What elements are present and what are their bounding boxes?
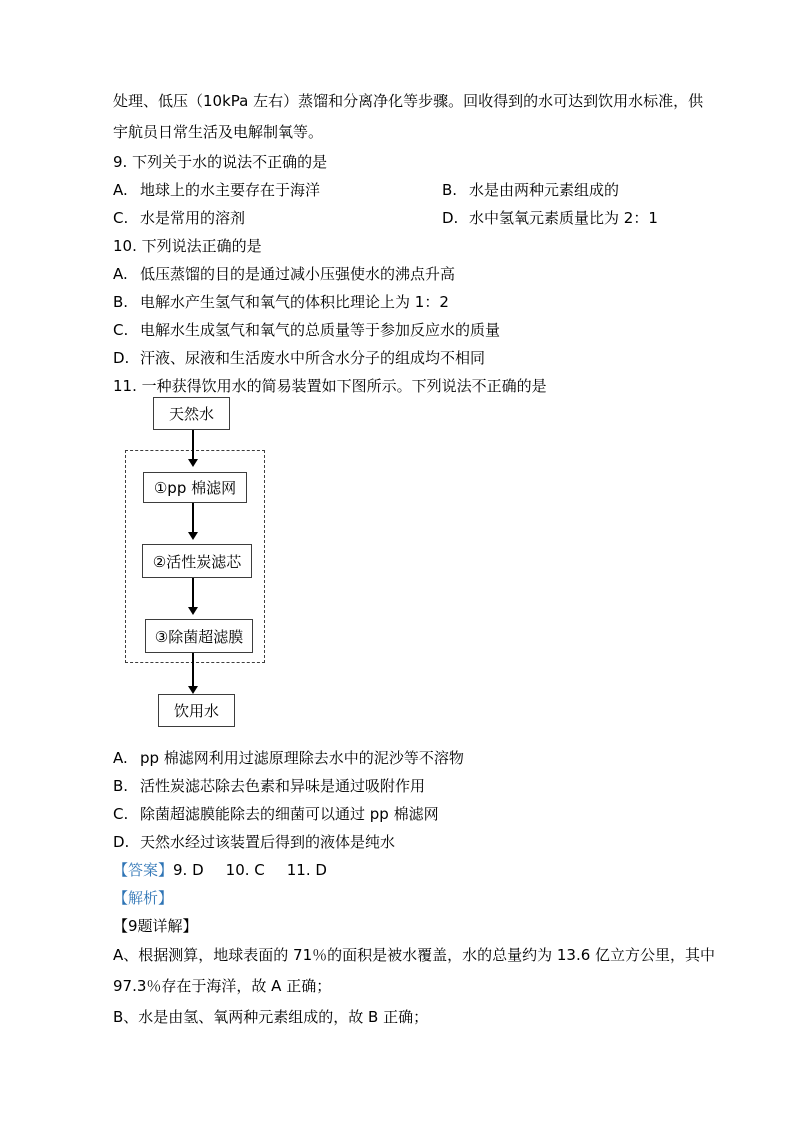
- q10-option-c: [113, 316, 681, 344]
- analysis-line-1: A、根据测算，地球表面的 71％的面积是被水覆盖，水的总量约为 13.6 亿立方公里，其中: [113, 946, 716, 964]
- q9-option-d-text: 水中氢氧元素质量比为 2：1: [469, 209, 658, 227]
- q9-option-c: [113, 204, 442, 232]
- q10-option-c-label: C.: [113, 321, 129, 339]
- analysis-line-2: 97.3％存在于海洋，故 A 正确；: [113, 977, 332, 995]
- q10-option-a: [113, 260, 681, 288]
- q10-option-b-text: 电解水产生氢气和氧气的体积比理论上为 1：2: [140, 293, 449, 311]
- q11-option-d-text: 天然水经过该装置后得到的液体是纯水: [140, 833, 396, 851]
- q9-options-row-1: [113, 176, 681, 204]
- down-arrow-icon: [192, 578, 194, 607]
- q10-option-a-label: A.: [113, 265, 128, 283]
- q9-stem: 9. 下列关于水的说法不正确的是: [113, 153, 328, 171]
- q9-options-row-2: [113, 204, 681, 232]
- q11-option-a-label: A.: [113, 749, 128, 767]
- q11-stem: 11. 一种获得饮用水的简易装置如下图所示。下列说法不正确的是: [113, 377, 547, 395]
- q10-option-b-label: B.: [113, 293, 129, 311]
- answers-label: 【答案】: [113, 861, 174, 879]
- q11-option-a: [113, 744, 681, 772]
- q9-option-d-label: D.: [442, 209, 459, 227]
- analysis-line-3: B、水是由氢、氧两种元素组成的，故 B 正确；: [113, 1008, 429, 1026]
- q10-option-a-text: 低压蒸馏的目的是通过减小压强使水的沸点升高: [140, 265, 456, 283]
- q11-option-c: [113, 800, 681, 828]
- diagram-box-sterilizing-ultrafilter: ③除菌超滤膜: [145, 619, 253, 653]
- down-arrow-icon: [192, 653, 194, 686]
- answer-q9: 9. D: [173, 861, 204, 879]
- diagram-box-drinking-water: 饮用水: [158, 694, 235, 727]
- q9-option-b: [442, 176, 681, 204]
- q11-water-filter-diagram: [113, 400, 681, 744]
- q9-option-c-label: C.: [113, 209, 129, 227]
- down-arrow-icon: [192, 503, 194, 532]
- q10-option-d-text: 汗液、尿液和生活废水中所含水分子的组成均不相同: [140, 349, 486, 367]
- document-content: [113, 86, 716, 1033]
- answer-q11: 11. D: [286, 861, 327, 879]
- q11-option-a-text: pp 棉滤网利用过滤原理除去水中的泥沙等不溶物: [140, 749, 464, 767]
- q9-option-b-text: 水是由两种元素组成的: [469, 181, 620, 199]
- q9-option-a-label: A.: [113, 181, 128, 199]
- analysis-q9-title: 【9题详解】: [113, 917, 198, 935]
- q11-option-c-label: C.: [113, 805, 129, 823]
- diagram-box-activated-carbon-filter: ②活性炭滤芯: [142, 544, 252, 578]
- q10-option-c-text: 电解水生成氢气和氧气的总质量等于参加反应水的质量: [140, 321, 501, 339]
- q11-option-b-label: B.: [113, 777, 129, 795]
- q11-option-b: [113, 772, 681, 800]
- answer-q10: 10. C: [225, 861, 265, 879]
- intro-line-2: 宇航员日常生活及电解制氧等。: [113, 123, 324, 141]
- q9-option-a-text: 地球上的水主要存在于海洋: [140, 181, 321, 199]
- diagram-box-pp-cotton-filter: ①pp 棉滤网: [143, 472, 247, 503]
- q10-stem: 10. 下列说法正确的是: [113, 237, 262, 255]
- q11-option-b-text: 活性炭滤芯除去色素和异味是通过吸附作用: [140, 777, 426, 795]
- q9-option-b-label: B.: [442, 181, 458, 199]
- q11-option-d-label: D.: [113, 833, 130, 851]
- answers-line: [113, 856, 681, 884]
- q9-option-a: [113, 176, 442, 204]
- q10-option-b: [113, 288, 681, 316]
- down-arrow-icon: [192, 430, 194, 459]
- q9-option-d: [442, 204, 681, 232]
- intro-line-1: 处理、低压（10kPa 左右）蒸馏和分离净化等步骤。回收得到的水可达到饮用水标准，供: [113, 92, 704, 110]
- q10-option-d-label: D.: [113, 349, 130, 367]
- q11-option-d: [113, 828, 681, 856]
- q10-option-d: [113, 344, 681, 372]
- q9-option-c-text: 水是常用的溶剂: [140, 209, 246, 227]
- analysis-label: 【解析】: [113, 889, 174, 907]
- diagram-box-natural-water: 天然水: [153, 397, 230, 430]
- q11-option-c-text: 除菌超滤膜能除去的细菌可以通过 pp 棉滤网: [140, 805, 439, 823]
